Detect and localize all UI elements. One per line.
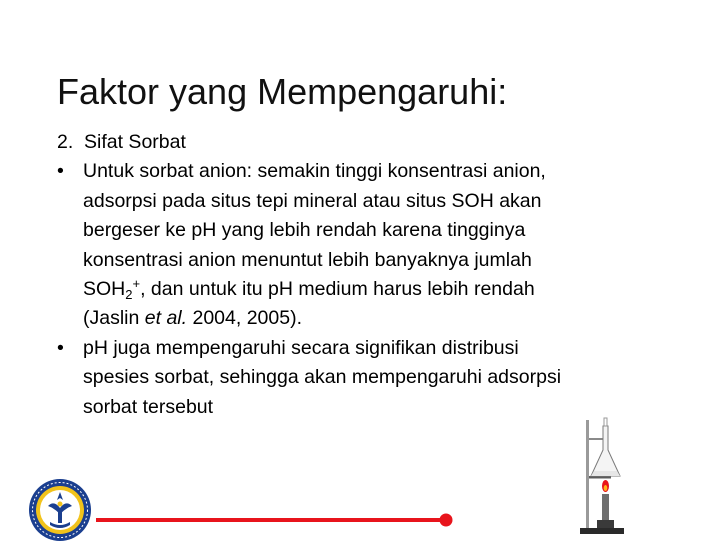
bullet-line: adsorpsi pada situs tepi mineral atau situs SOH akan xyxy=(83,189,542,212)
bullet-marker: • xyxy=(57,160,64,183)
citation-close: 2004, 2005). xyxy=(187,307,302,330)
item-text: Sifat Sorbat xyxy=(84,131,186,153)
bullet-item xyxy=(57,157,647,333)
bullet-item xyxy=(57,334,647,422)
citation-open: (Jaslin xyxy=(83,307,145,330)
formula-superscript: + xyxy=(132,276,141,292)
slide-body xyxy=(57,128,647,422)
rule-end-dot-icon xyxy=(440,514,453,527)
bullet-line: konsentrasi anion menuntut lebih banyaknya jumlah xyxy=(83,248,532,271)
bullet-line xyxy=(83,275,647,304)
item-number: 2. xyxy=(57,131,74,153)
formula-tail: , dan untuk itu pH medium harus lebih rendah xyxy=(140,278,535,301)
university-seal-icon xyxy=(28,478,92,542)
bullet-line: bergeser ke pH yang lebih rendah karena tingginya xyxy=(83,219,526,242)
page-title: Faktor yang Mempengaruhi: xyxy=(57,71,508,112)
bullet-line: pH juga mempengaruhi secara signifikan distribusi xyxy=(83,336,519,359)
bullet-line xyxy=(83,304,647,333)
bullet-line: spesies sorbat, sehingga akan mempengaruhi adsorpsi xyxy=(83,366,562,389)
bullet-line: Untuk sorbat anion: semakin tinggi konsentrasi anion, xyxy=(83,160,546,183)
formula-base: SOH xyxy=(83,278,126,301)
citation-em: et al. xyxy=(144,307,188,330)
flask-on-burner-stand-icon xyxy=(578,416,628,538)
bullet-line: sorbat tersebut xyxy=(83,395,214,418)
numbered-item xyxy=(57,128,647,157)
bullet-marker: • xyxy=(57,336,64,359)
formula-subscript: 2 xyxy=(125,287,133,303)
